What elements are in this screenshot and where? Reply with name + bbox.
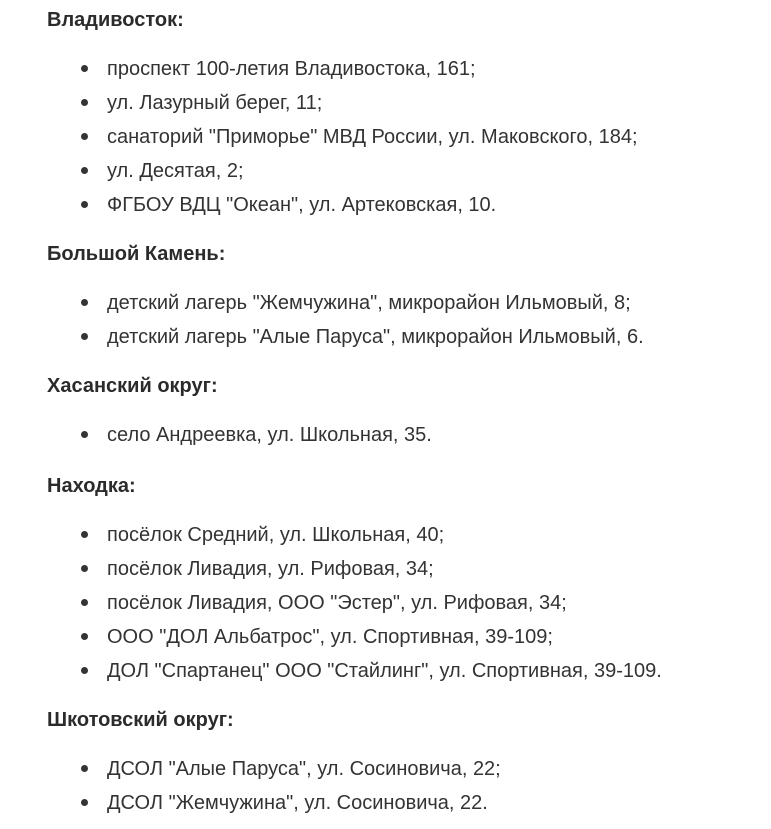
list-item (107, 620, 771, 654)
list-item-text: детский лагерь "Жемчужина", микрорайон Ильмовый, 8; (107, 292, 631, 314)
list-item (107, 786, 771, 820)
bullet-icon (81, 299, 88, 306)
section-title-nakhodka: Находка: (47, 475, 136, 497)
bullet-icon (81, 531, 88, 538)
bullet-icon (81, 599, 88, 606)
bullet-icon (81, 565, 88, 572)
list-item (107, 286, 771, 320)
bullet-icon (81, 167, 88, 174)
list-item (107, 654, 771, 688)
address-list-khasansky (47, 418, 771, 452)
address-list-vladivostok (47, 52, 771, 222)
list-item-text: село Андреевка, ул. Школьная, 35. (107, 424, 432, 446)
list-item-text: ДСОЛ "Жемчужина", ул. Сосиновича, 22. (107, 792, 488, 814)
bullet-icon (81, 133, 88, 140)
list-item-text: ул. Лазурный берег, 11; (107, 92, 323, 114)
list-item (107, 586, 771, 620)
list-item-text: ФГБОУ ВДЦ "Океан", ул. Артековская, 10. (107, 194, 497, 216)
list-item (107, 552, 771, 586)
list-item-text: ООО "ДОЛ Альбатрос", ул. Спортивная, 39-109; (107, 626, 553, 648)
list-item-text: посёлок Ливадия, ул. Рифовая, 34; (107, 558, 434, 580)
list-item-text: ул. Десятая, 2; (107, 160, 244, 182)
bullet-icon (81, 99, 88, 106)
list-item-text: посёлок Ливадия, ООО "Эстер", ул. Рифовая, 34; (107, 592, 567, 614)
address-list-nakhodka (47, 518, 771, 688)
bullet-icon (81, 65, 88, 72)
address-list-shkotovsky (47, 752, 771, 820)
list-item-text: посёлок Средний, ул. Школьная, 40; (107, 524, 445, 546)
bullet-icon (81, 201, 88, 208)
list-item (107, 188, 771, 222)
list-item-text: санаторий "Приморье" МВД России, ул. Маковского, 184; (107, 126, 638, 148)
list-item (107, 120, 771, 154)
list-item-text: ДОЛ "Спартанец" ООО "Стайлинг", ул. Спортивная, 39-109. (107, 660, 662, 682)
section-title-bolshoy-kamen: Большой Камень: (47, 243, 226, 265)
bullet-icon (81, 799, 88, 806)
list-item-text: проспект 100-летия Владивостока, 161; (107, 58, 476, 80)
list-item (107, 518, 771, 552)
section-title-shkotovsky: Шкотовский округ: (47, 709, 234, 731)
list-item (107, 86, 771, 120)
list-item (107, 418, 771, 452)
bullet-icon (81, 765, 88, 772)
list-item (107, 154, 771, 188)
section-title-khasansky: Хасанский округ: (47, 375, 218, 397)
bullet-icon (81, 431, 88, 438)
bullet-icon (81, 333, 88, 340)
list-item-text: ДСОЛ "Алые Паруса", ул. Сосиновича, 22; (107, 758, 501, 780)
bullet-icon (81, 667, 88, 674)
section-title-vladivostok: Владивосток: (47, 9, 184, 31)
list-item (107, 320, 771, 354)
list-item (107, 752, 771, 786)
list-item-text: детский лагерь "Алые Паруса", микрорайон Ильмовый, 6. (107, 326, 644, 348)
address-list-bolshoy-kamen (47, 286, 771, 354)
bullet-icon (81, 633, 88, 640)
list-item (107, 52, 771, 86)
